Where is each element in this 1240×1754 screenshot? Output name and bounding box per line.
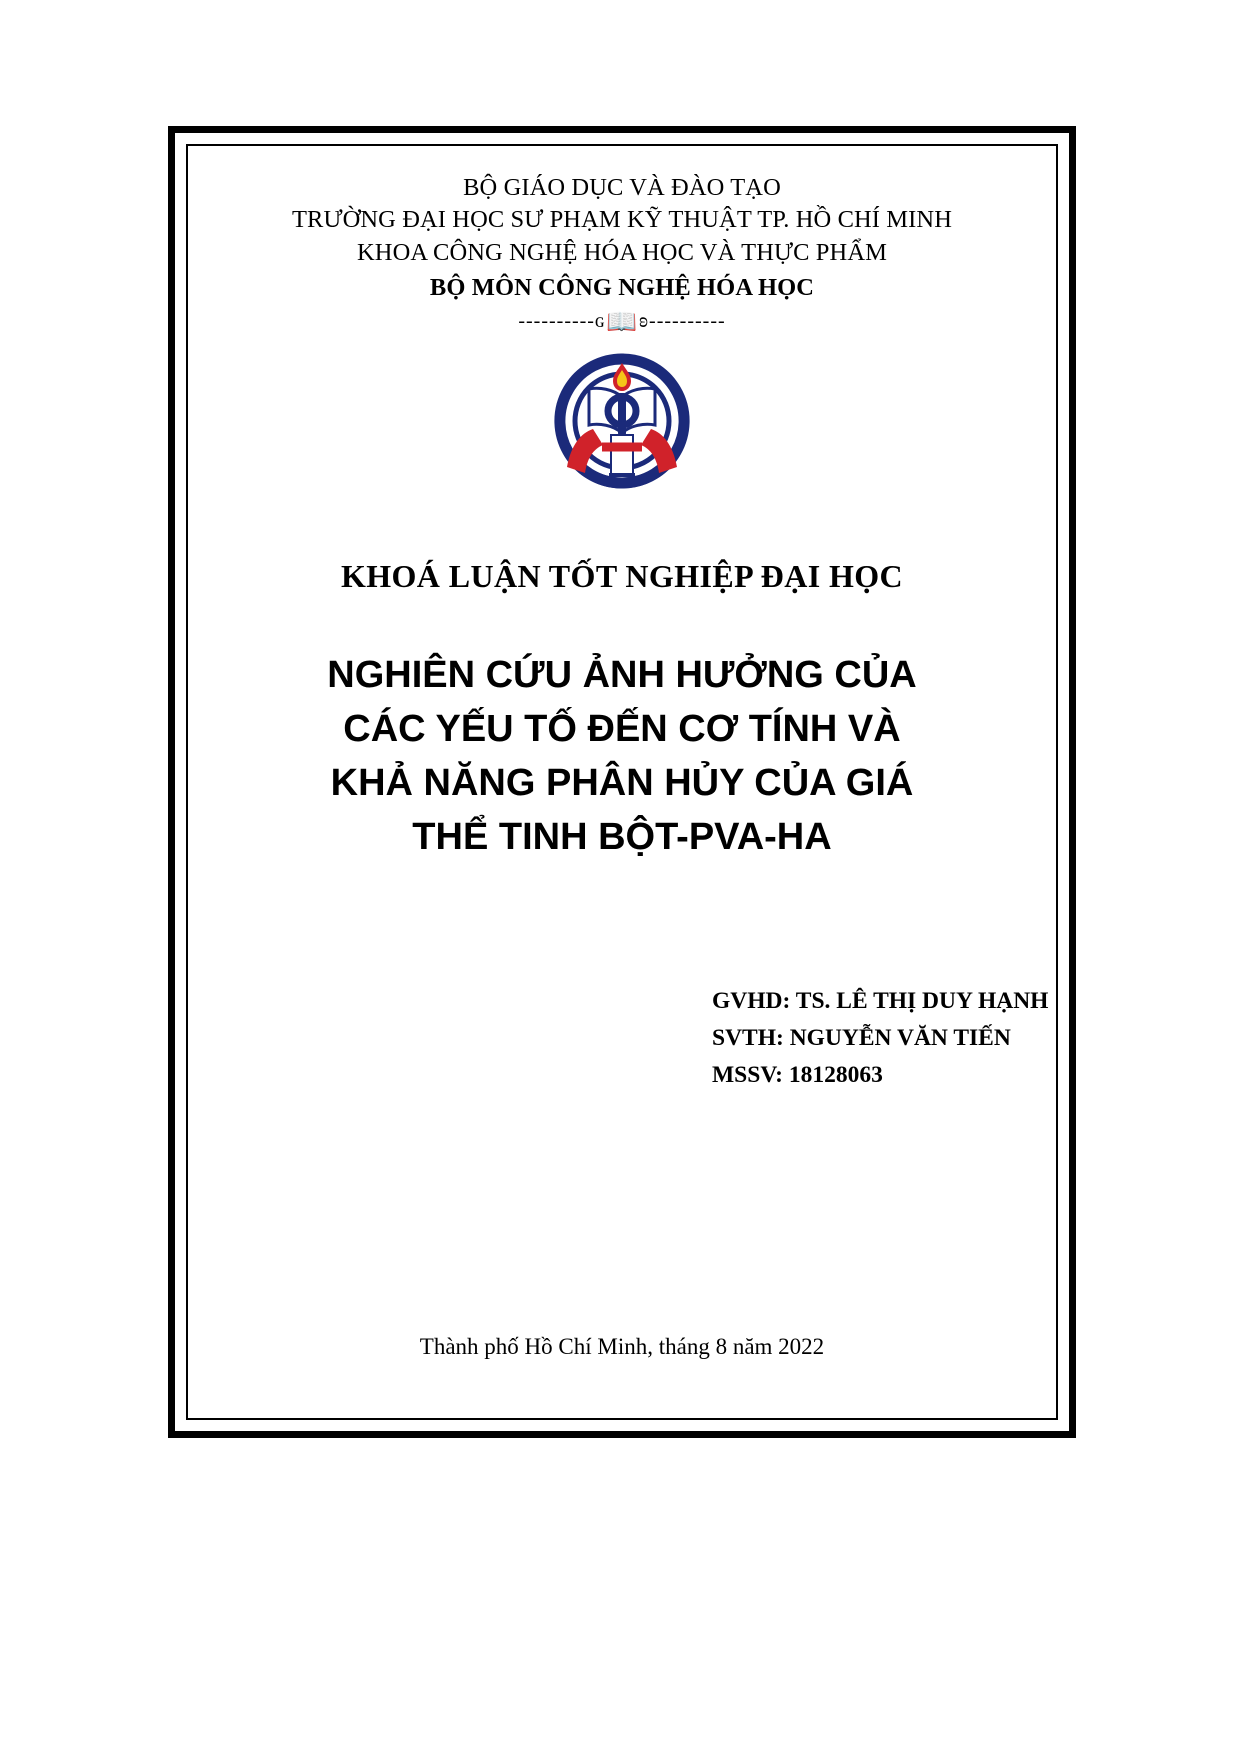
logo-container — [222, 349, 1022, 504]
title-line-4: THỂ TINH BỘT-PVA-HA — [412, 816, 832, 859]
ornament-divider — [222, 310, 1022, 335]
ornament-dashes-left: ---------- — [518, 310, 595, 333]
hcmute-logo-icon — [547, 349, 697, 499]
advisor-student-block — [222, 983, 1049, 1094]
student-line: SVTH: NGUYỄN VĂN TIẾN — [712, 1025, 1011, 1052]
title-line-3: KHẢ NĂNG PHÂN HỦY CỦA GIÁ — [330, 762, 914, 805]
cover-page-content — [188, 146, 1056, 1418]
ministry-line: BỘ GIÁO DỤC VÀ ĐÀO TẠO — [463, 174, 781, 201]
title-line-2: CÁC YẾU TỐ ĐẾN CƠ TÍNH VÀ — [343, 708, 901, 751]
supervisor-line: GVHD: TS. LÊ THỊ DUY HẠNH — [712, 988, 1049, 1015]
thesis-title — [222, 649, 1022, 865]
place-date-footer: Thành phố Hồ Chí Minh, tháng 8 năm 2022 — [419, 1334, 825, 1359]
university-line: TRƯỜNG ĐẠI HỌC SƯ PHẠM KỸ THUẬT TP. HỒ CHÍ MINH — [291, 206, 953, 234]
ornament-dashes-right: ---------- — [649, 310, 726, 333]
ornament-flourish-right-icon: ʚ — [639, 310, 650, 333]
cover-page-inner-border — [186, 144, 1058, 1420]
department-line: BỘ MÔN CÔNG NGHỆ HÓA HỌC — [429, 273, 815, 301]
cover-page-border — [168, 126, 1076, 1438]
student-id-line: MSSV: 18128063 — [712, 1062, 883, 1089]
institution-header — [222, 172, 1022, 304]
title-line-1: NGHIÊN CỨU ẢNH HƯỞNG CỦA — [327, 654, 917, 697]
book-icon: 📖 — [606, 309, 639, 337]
thesis-type-heading: KHOÁ LUẬN TỐT NGHIỆP ĐẠI HỌC — [340, 558, 904, 595]
faculty-line: KHOA CÔNG NGHỆ HÓA HỌC VÀ THỰC PHẨM — [356, 238, 888, 266]
ornament-flourish-left-icon: ɢ — [594, 310, 606, 333]
